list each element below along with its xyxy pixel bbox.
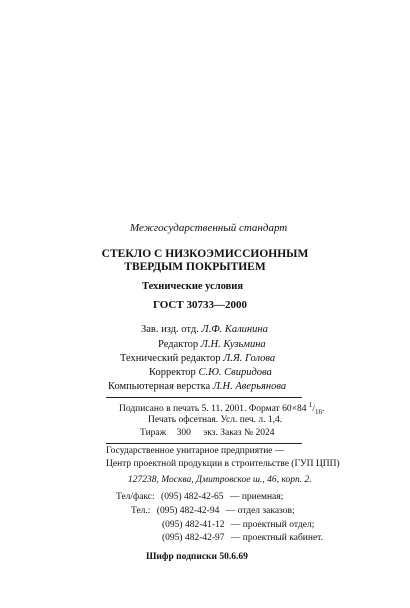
contact-desc: — проектный кабинет. [230,533,323,543]
print-type: Печать офсетная. Усл. печ. л. 1,4. [148,415,283,425]
credit-name: Л.Я. Голова [223,353,276,364]
divider-bottom [106,443,302,444]
credit-role: Корректор [149,367,196,378]
contact-phone: (095) 482-42-94 [156,506,220,516]
contact-desc: — приемная; [229,492,284,502]
credit-name: С.Ю. Свиридова [198,367,272,378]
contact-row-cabinet [162,533,323,543]
print-run [140,428,275,438]
contact-row-orders [131,506,295,516]
print-signed: Подписано в печать 5. 11. 2001. Формат 60×84 $^1/_{16}$. [119,401,325,417]
publisher-line-2: Центр проектной продукции в строительстве (ГУП ЦПП) [106,459,340,469]
credit-editor [158,339,266,350]
title-line-2: ТВЕРДЫМ ПОКРЫТИЕМ [124,261,266,273]
contact-phone: (095) 482-42-65 [161,492,224,502]
credit-tech-editor [120,353,275,364]
contact-phone: (095) 482-42-97 [162,533,225,543]
run-label: Тираж [140,428,167,438]
publisher-line-1: Государственное унитарное предприятие — [106,446,285,456]
publisher-address: 127238, Москва, Дмитровское ш., 46, корп. 2. [128,475,312,485]
gost-number: ГОСТ 30733—2000 [153,299,247,311]
credit-name: Л.Н. Кузьмина [200,339,266,350]
credit-role: Редактор [158,339,199,350]
contact-desc: — проектный отдел; [230,520,315,530]
credit-role: Компьютерная верстка [108,381,211,392]
contact-label: Тел.: [131,506,151,516]
credit-role: Технический редактор [120,353,221,364]
format-denominator: 16 [314,408,322,417]
divider-top [106,397,302,398]
credit-name: Л.Н. Аверьянова [212,381,287,392]
contact-label: Тел/факс: [116,492,155,502]
contact-row-reception [116,492,283,502]
contact-row-design [162,520,314,530]
credit-name: Л.Ф. Калинина [201,324,268,335]
contact-phone: (095) 482-41-12 [162,520,225,530]
print-signed-text: Подписано в печать 5. 11. 2001. Формат 60×84 [119,404,307,415]
contact-desc: — отдел заказов; [225,506,295,516]
run-value: 300 [176,428,191,438]
credit-proofreader [149,367,272,378]
subtitle: Технические условия [142,281,244,292]
credit-head-of-dept [141,324,268,335]
credit-layout [108,381,286,392]
credit-role: Зав. изд. отд. [141,324,199,335]
title-line-1: СТЕКЛО С НИЗКОЭМИССИОННЫМ [101,248,309,260]
standard-type: Межгосударственный стандарт [130,222,288,234]
format-numerator: 1 [308,401,313,409]
subscription-cipher: Шифр подписки 50.6.69 [146,552,248,562]
copies-label: экз. Заказ № 2024 [203,428,275,438]
